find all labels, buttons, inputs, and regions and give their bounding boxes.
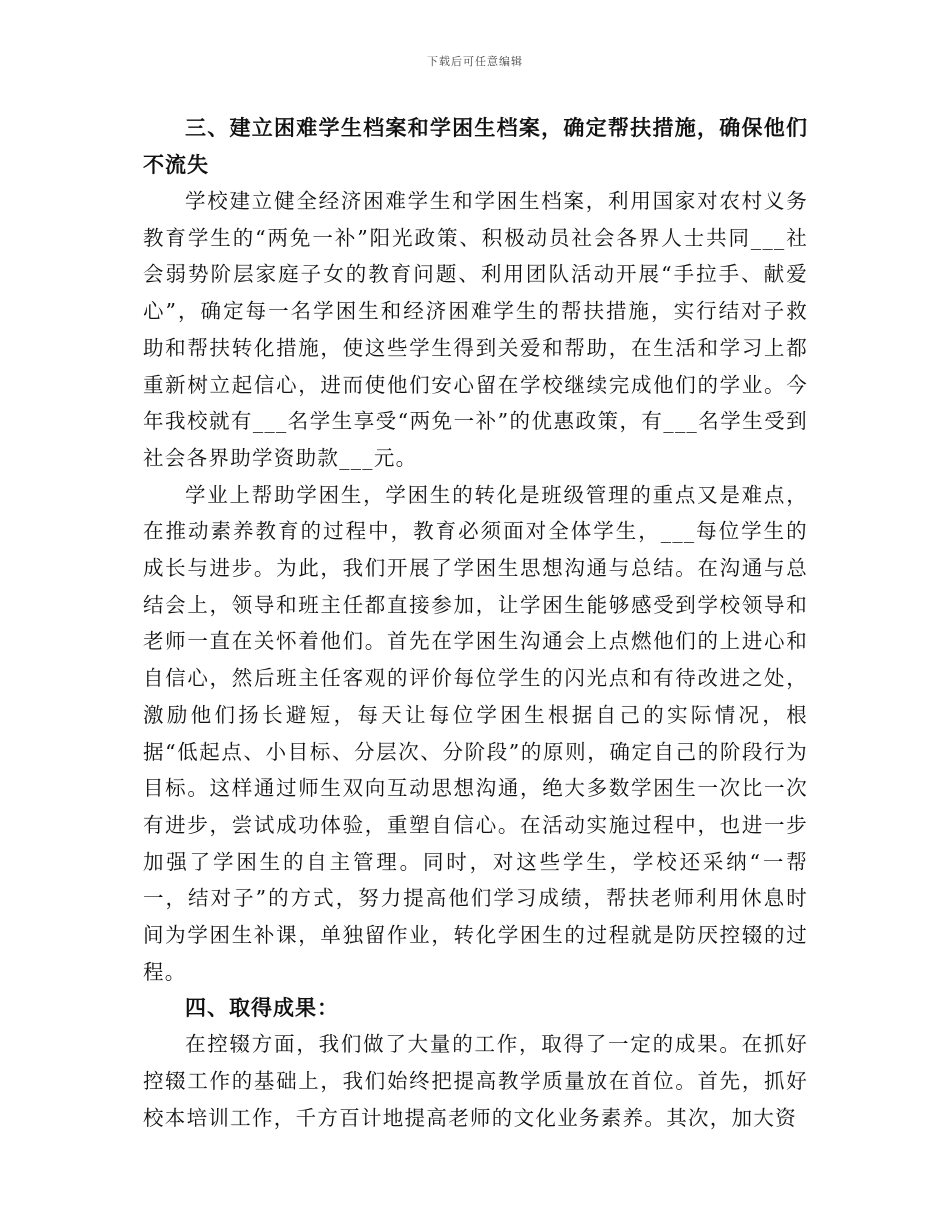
page-header: 下载后可任意编辑 <box>427 55 523 68</box>
paragraph: 学校建立健全经济困难学生和学困生档案，利用国家对农村义务教育学生的“两免一补”阳光政策、积极动员社会各界人士共同___社会弱势阶层家庭子女的教育问题、利用团队活动开展“手拉手、献爱心”，确定每一名学困生和经济困难学生的帮扶措施，实行结对子救助和帮扶转化措施，使这些学生得到关爱和帮助，在生活和学习上都重新树立起信心，进而使他们安心留在学校继续完成他们的学业。今年我校就有___名学生享受“两免一补”的优惠政策，有___名学生受到社会各界助学资助款___元。 <box>143 189 808 470</box>
document-body <box>143 110 808 1137</box>
paragraph: 在控辍方面，我们做了大量的工作，取得了一定的成果。在抓好控辍工作的基础上，我们始终把提高教学质量放在首位。首先，抓好校本培训工作，千方百计地提高老师的文化业务素养。其次，加大资 <box>143 1032 808 1130</box>
section-heading-3: 三、建立困难学生档案和学困生档案，确定帮扶措施，确保他们不流失 <box>143 116 808 177</box>
section-heading-4: 四、取得成果： <box>185 996 339 1021</box>
paragraph: 学业上帮助学困生，学困生的转化是班级管理的重点又是难点，在推动素养教育的过程中，教育必须面对全体学生，___每位学生的成长与进步。为此，我们开展了学困生思想沟通与总结。在沟通与总结会上，领导和班主任都直接参加，让学困生能够感受到学校领导和老师一直在关怀着他们。首先在学困生沟通会上点燃他们的上进心和自信心，然后班主任客观的评价每位学生的闪光点和有待改进之处，激励他们扬长避短，每天让每位学困生根据自己的实际情况，根据“低起点、小目标、分层次、分阶段”的原则，确定自己的阶段行为目标。这样通过师生双向互动思想沟通，绝大多数学困生一次比一次有进步，尝试成功体验，重塑自信心。在活动实施过程中，也进一步加强了学困生的自主管理。同时，对这些学生，学校还采纳“一帮一，结对子”的方式，努力提高他们学习成绩，帮扶老师利用休息时间为学困生补课，单独留作业，转化学困生的过程就是防厌控辍的过程。 <box>143 482 808 984</box>
